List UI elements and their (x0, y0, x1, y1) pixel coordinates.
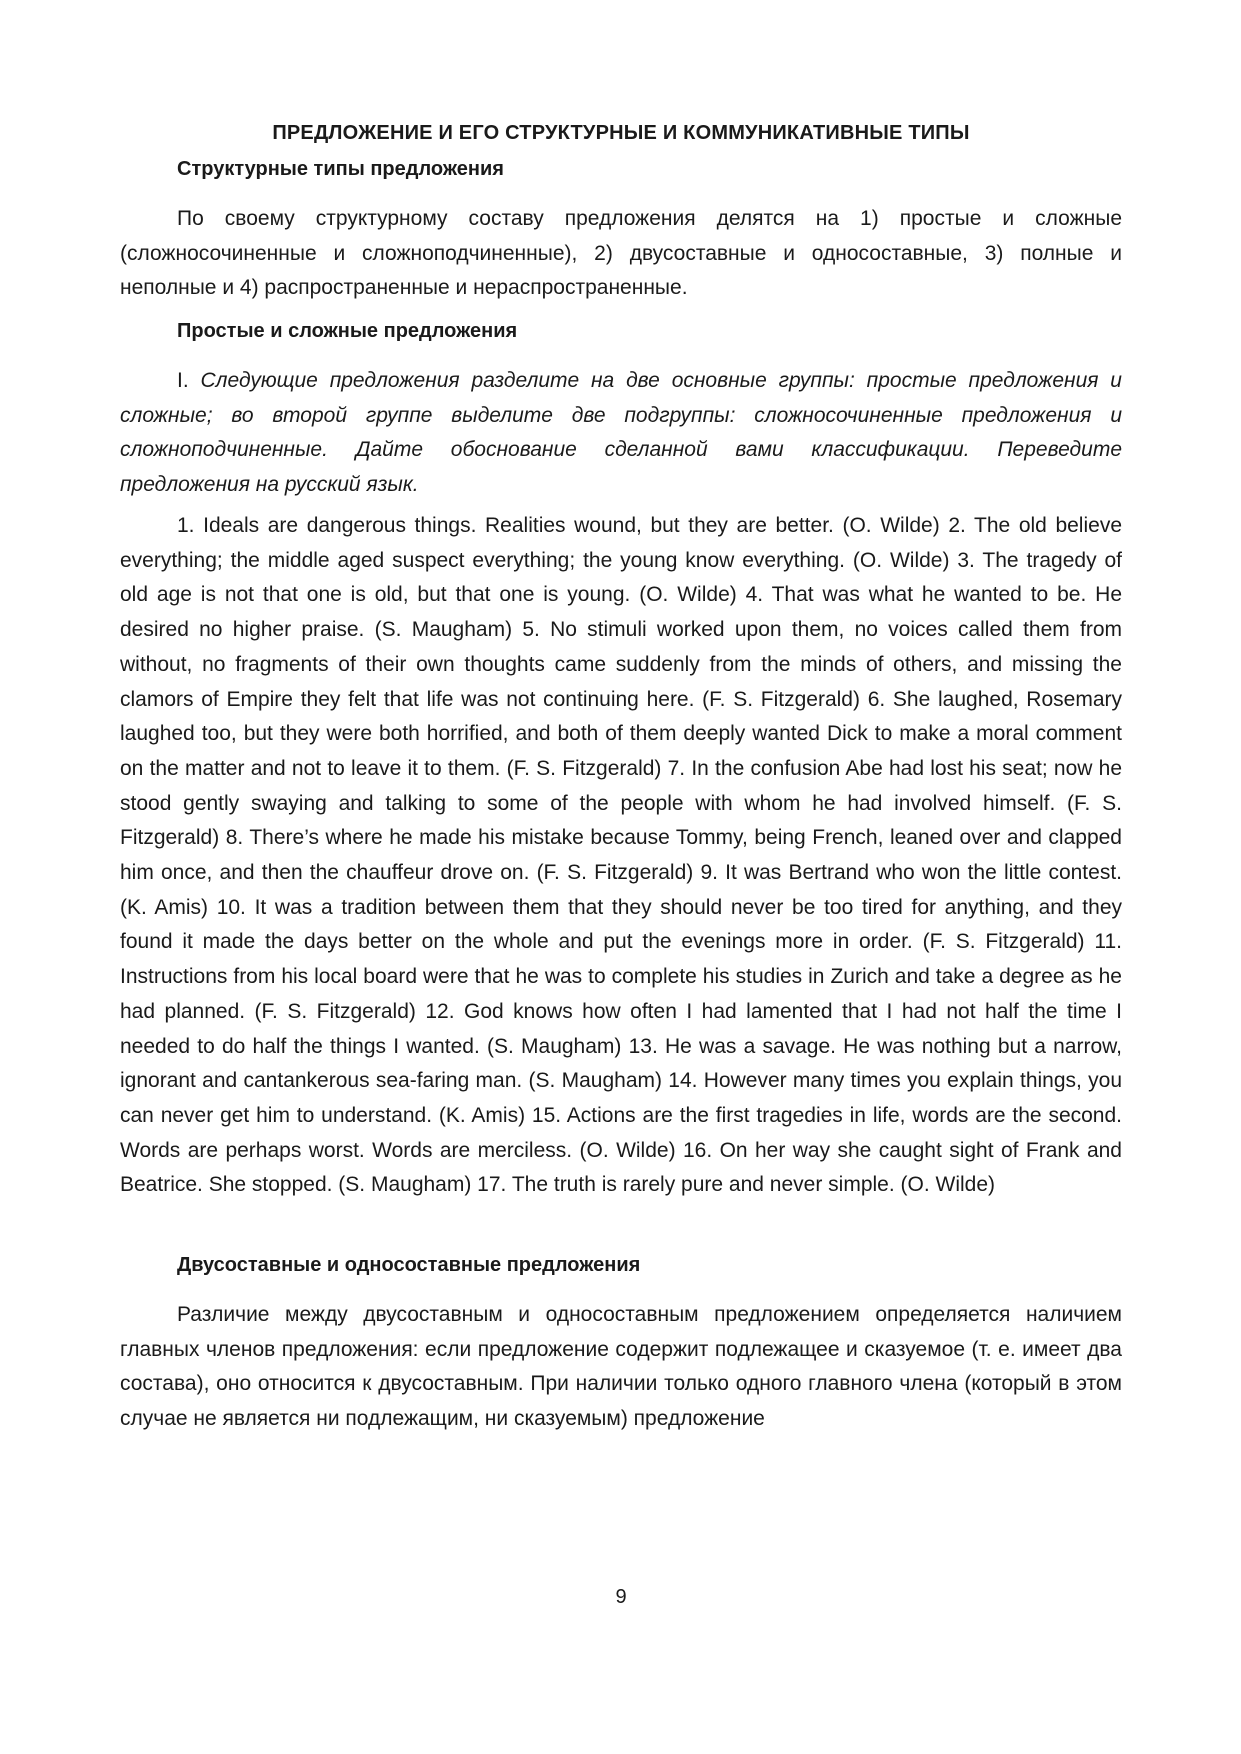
paragraph-structural-types (120, 202, 1122, 306)
paragraph-text: По своему структурному составу предложения делятся на 1) простые и сложные (сложносочиненные и сложноподчиненные), 2) двусоставные и односоставные, 3) полные и неполные и 4) распространенные и нераспространенные. (120, 207, 1122, 300)
section-heading-two-part-one-part: Двусоставные и односоставные предложения (177, 1254, 641, 1276)
exercise-paragraph (120, 509, 1122, 1203)
task-paragraph (120, 364, 1122, 503)
task-number: I. (177, 369, 189, 392)
page-number: 9 (615, 1586, 627, 1608)
section-heading-structural-types: Структурные типы предложения (177, 158, 504, 180)
page-title: ПРЕДЛОЖЕНИЕ И ЕГО СТРУКТУРНЫЕ И КОММУНИКАТИВНЫЕ ТИПЫ (272, 122, 970, 144)
section-heading-simple-complex: Простые и сложные предложения (177, 320, 518, 342)
task-instructions: Следующие предложения разделите на две основные группы: простые предложения и сложные; во второй группе выделите две подгруппы: сложносочиненные предложения и сложноподчиненные. Дайте обоснование сделанной вами классификации. Переведите предложения на русский язык. (120, 369, 1122, 497)
exercise-text: 1. Ideals are dangerous things. Realities wound, but they are better. (O. Wilde) 2. The old believe everything; the middle aged suspect everything; the young know everything. (O. Wilde) 3. The tragedy of old age is not that one is old, but that one is young. (O. Wilde) 4. That was what he wanted to be. He desired no higher praise. (S. Maugham) 5. No stimuli worked upon them, no voices called them from without, no fragments of their own thoughts came suddenly from the minds of others, and missing the clamors of Empire they felt that life was not continuing here. (F. S. Fitzgerald) 6. She laughed, Rosemary laughed too, but they were both horrified, and both of them deeply wanted Dick to make a moral comment on the matter and not to leave it to them. (F. S. Fitzgerald) 7. In the confusion Abe had lost his seat; now he stood gently swaying and talking to some of the people with whom he had involved himself. (F. S. Fitzgerald) 8. There’s where he made his mistake because Tommy, being French, leaned over and clapped him once, and then the chauffeur drove on. (F. S. Fitzgerald) 9. It was Bertrand who won the little contest. (K. Amis) 10. It was a tradition between them that they should never be too tired for anything, and they found it made the days better on the whole and put the evenings more in order. (F. S. Fitzgerald) 11. Instructions from his local board were that he was to complete his studies in Zurich and take a degree as he had planned. (F. S. Fitzgerald) 12. God knows how often I had lamented that I had not half the time I needed to do half the things I wanted. (S. Maugham) 13. He was a savage. He was nothing but a narrow, ignorant and cantankerous sea-faring man. (S. Maugham) 14. However many times you explain things, you can never get him to understand. (K. Amis) 15. Actions are the first tragedies in life, words are the second. Words are perhaps worst. Words are merciless. (O. Wilde) 16. On her way she caught sight of Frank and Beatrice. She stopped. (S. Maugham) 17. The truth is rarely pure and never simple. (O. Wilde) (120, 514, 1122, 1197)
paragraph-text: Различие между двусоставным и односоставным предложением определяется наличием главных членов предложения: если предложение содержит подлежащее и сказуемое (т. е. имеет два состава), оно относится к двусоставным. При наличии только одного главного члена (который в этом случае не является ни подлежащим, ни сказуемым) предложение (120, 1303, 1122, 1431)
paragraph-two-part-one-part (120, 1298, 1122, 1437)
